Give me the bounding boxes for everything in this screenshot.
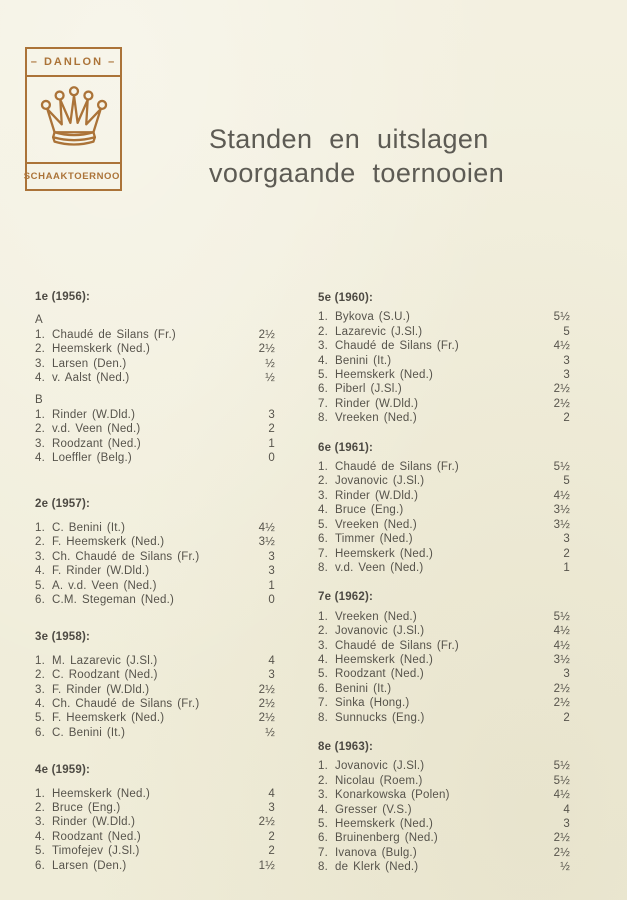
- rank-number: 3.: [35, 550, 45, 563]
- result-row: [318, 639, 570, 653]
- player-name: Rinder (W.Dld.): [52, 408, 136, 421]
- player-name: Jovanovic (J.Sl.): [335, 760, 425, 773]
- player-name: Ch. Chaudé de Silans (Fr.): [52, 697, 200, 710]
- rank-number: 5.: [318, 668, 328, 681]
- section-body: [35, 313, 275, 465]
- player-name: de Klerk (Ned.): [335, 861, 419, 874]
- player-score: 2½: [553, 697, 570, 710]
- player-name: Benini (It.): [335, 354, 392, 367]
- section-header: 6e (1961):: [318, 441, 374, 454]
- tournament-section: [318, 740, 570, 875]
- result-row: [318, 547, 570, 561]
- result-row: [35, 550, 275, 564]
- result-row: [35, 830, 275, 844]
- player-name: Heemskerk (Ned.): [52, 343, 150, 356]
- player-name: F. Heemskerk (Ned.): [52, 536, 165, 549]
- crown-icon: [38, 83, 110, 157]
- player-name: A. v.d. Veen (Ned.): [52, 579, 157, 592]
- player-score: 2½: [258, 697, 275, 710]
- rank-number: 7.: [318, 547, 328, 560]
- player-name: Rinder (W.Dld.): [335, 397, 419, 410]
- player-score: 4: [268, 787, 275, 800]
- player-score: 2: [563, 412, 570, 425]
- player-name: C. Roodzant (Ned.): [52, 669, 158, 682]
- player-name: Vreeken (Ned.): [335, 518, 417, 531]
- section-body: [35, 787, 275, 873]
- player-score: 2: [563, 547, 570, 560]
- player-score: 2½: [258, 816, 275, 829]
- result-row: [318, 774, 570, 788]
- player-score: 1: [268, 437, 275, 450]
- player-score: 5: [563, 475, 570, 488]
- player-name: Roodzant (Ned.): [52, 437, 141, 450]
- rank-number: 1.: [35, 654, 45, 667]
- player-name: Chaudé de Silans (Fr.): [335, 461, 459, 474]
- player-name: Jovanovic (J.Sl.): [335, 475, 425, 488]
- player-score: 3: [563, 533, 570, 546]
- page-title: [209, 122, 504, 190]
- player-score: 3: [563, 818, 570, 830]
- page-title-line1: Standen en uitslagen: [209, 124, 489, 154]
- player-name: Benini (It.): [335, 682, 392, 695]
- player-name: Chaudé de Silans (Fr.): [52, 328, 176, 341]
- player-score: 5½: [553, 311, 570, 324]
- player-score: 4: [563, 803, 570, 816]
- result-row: [318, 667, 570, 681]
- player-score: 5: [563, 325, 570, 338]
- player-score: 2½: [258, 328, 275, 341]
- rank-number: 3.: [318, 789, 328, 802]
- result-row: [35, 342, 275, 356]
- result-row: [318, 860, 570, 874]
- result-row: [35, 787, 275, 801]
- player-score: 2: [563, 711, 570, 724]
- player-score: ½: [265, 357, 275, 370]
- player-name: Vreeken (Ned.): [335, 610, 417, 623]
- rank-number: 5.: [35, 712, 45, 725]
- rank-number: 2.: [35, 801, 45, 814]
- result-row: [35, 668, 275, 682]
- rank-number: 8.: [318, 561, 328, 574]
- player-name: v.d. Veen (Ned.): [52, 423, 141, 436]
- tournament-section: [35, 290, 275, 465]
- player-name: Chaudé de Silans (Fr.): [335, 340, 459, 353]
- player-score: 2½: [553, 383, 570, 396]
- player-score: 5½: [553, 610, 570, 623]
- rank-number: 1.: [35, 787, 45, 800]
- result-row: [318, 397, 570, 411]
- player-name: Konarkowska (Polen): [335, 789, 450, 802]
- section-body: [318, 460, 570, 575]
- player-score: 2½: [553, 682, 570, 695]
- section-body: [35, 521, 275, 607]
- rank-number: 3.: [35, 357, 45, 370]
- player-score: 5½: [553, 461, 570, 474]
- player-score: 3: [563, 354, 570, 367]
- tournament-section: [318, 291, 570, 426]
- result-row: [318, 610, 570, 624]
- player-name: Bruce (Eng.): [335, 504, 404, 517]
- player-name: Roodzant (Ned.): [335, 668, 424, 681]
- player-name: Rinder (W.Dld.): [52, 816, 136, 829]
- rank-number: 2.: [318, 774, 328, 787]
- danlon-tournament-logo: [25, 47, 122, 191]
- rank-number: 1.: [35, 408, 45, 421]
- player-name: Ch. Chaudé de Silans (Fr.): [52, 550, 200, 563]
- result-row: [318, 310, 570, 324]
- result-row: [318, 354, 570, 368]
- player-score: 3: [268, 669, 275, 682]
- player-score: 4½: [553, 489, 570, 502]
- result-row: [35, 697, 275, 711]
- player-score: 1: [268, 579, 275, 592]
- section-header: 1e (1956):: [35, 291, 91, 303]
- rank-number: 6.: [318, 682, 328, 695]
- player-name: F. Heemskerk (Ned.): [52, 712, 165, 725]
- result-row: [318, 382, 570, 396]
- player-score: 2½: [553, 397, 570, 410]
- result-row: [318, 682, 570, 696]
- player-score: 3½: [258, 536, 275, 549]
- player-score: 1: [563, 561, 570, 574]
- player-name: Roodzant (Ned.): [52, 830, 141, 843]
- result-row: [318, 711, 570, 725]
- player-score: 2: [268, 845, 275, 858]
- player-score: 4½: [553, 625, 570, 638]
- player-name: Ivanova (Bulg.): [335, 846, 417, 859]
- player-name: Heemskerk (Ned.): [335, 653, 433, 666]
- result-row: [35, 451, 275, 465]
- rank-number: 5.: [35, 579, 45, 592]
- player-name: C.M. Stegeman (Ned.): [52, 593, 175, 606]
- player-name: F. Rinder (W.Dld.): [52, 683, 150, 696]
- player-score: 2: [268, 830, 275, 843]
- player-name: Larsen (Den.): [52, 357, 127, 370]
- section-body: [318, 610, 570, 725]
- result-row: [35, 437, 275, 451]
- player-score: 4½: [553, 789, 570, 802]
- logo-top-label: – DANLON –: [27, 49, 120, 77]
- rank-number: 2.: [35, 343, 45, 356]
- player-score: 2½: [553, 832, 570, 845]
- player-score: 2½: [258, 712, 275, 725]
- rank-number: 2.: [318, 625, 328, 638]
- player-score: ½: [560, 861, 570, 874]
- rank-number: 1.: [318, 461, 328, 474]
- result-row: [318, 503, 570, 517]
- player-name: Heemskerk (Ned.): [335, 818, 433, 830]
- player-name: Lazarevic (J.Sl.): [335, 325, 423, 338]
- player-name: Bykova (S.U.): [335, 311, 411, 324]
- tournament-section: [35, 497, 275, 607]
- player-name: Vreeken (Ned.): [335, 412, 417, 425]
- result-row: [35, 683, 275, 697]
- rank-number: 2.: [318, 475, 328, 488]
- player-score: 4½: [553, 639, 570, 652]
- player-score: 3: [268, 550, 275, 563]
- rank-number: 4.: [35, 697, 45, 710]
- tournament-section: [35, 763, 275, 873]
- player-name: v. Aalst (Ned.): [52, 372, 130, 385]
- player-name: Timmer (Ned.): [335, 533, 413, 546]
- player-name: C. Benini (It.): [52, 726, 126, 739]
- player-score: 3: [563, 668, 570, 681]
- tournament-section: [318, 590, 570, 725]
- player-score: 3: [268, 801, 275, 814]
- rank-number: 3.: [318, 340, 328, 353]
- player-score: 3: [268, 565, 275, 578]
- section-header: 2e (1957):: [35, 498, 91, 511]
- result-row: [318, 831, 570, 845]
- result-row: [318, 817, 570, 831]
- rank-number: 4.: [35, 372, 45, 385]
- section-header: 7e (1962):: [318, 591, 374, 604]
- rank-number: 7.: [318, 697, 328, 710]
- result-row: [35, 564, 275, 578]
- player-name: Jovanovic (J.Sl.): [335, 625, 425, 638]
- result-row: [318, 759, 570, 773]
- result-row: [35, 357, 275, 371]
- result-row: [35, 371, 275, 385]
- rank-number: 6.: [318, 832, 328, 845]
- player-name: Rinder (W.Dld.): [335, 489, 419, 502]
- rank-number: 5.: [35, 845, 45, 858]
- result-row: [318, 411, 570, 425]
- result-row: [35, 801, 275, 815]
- result-row: [318, 339, 570, 353]
- rank-number: 6.: [318, 533, 328, 546]
- result-row: [318, 653, 570, 667]
- rank-number: 6.: [35, 726, 45, 739]
- rank-number: 2.: [35, 536, 45, 549]
- player-score: 5½: [553, 774, 570, 787]
- player-score: 3½: [553, 518, 570, 531]
- section-header: 4e (1959):: [35, 764, 91, 777]
- result-row: [318, 624, 570, 638]
- player-name: Nicolau (Roem.): [335, 774, 423, 787]
- player-score: 2½: [553, 846, 570, 859]
- player-score: 0: [268, 593, 275, 606]
- section-header: 8e (1963):: [318, 740, 374, 753]
- rank-number: 4.: [35, 452, 45, 465]
- result-row: [318, 368, 570, 382]
- player-name: Piberl (J.Sl.): [335, 383, 402, 396]
- player-name: Sinka (Hong.): [335, 697, 410, 710]
- result-row: [318, 489, 570, 503]
- result-row: [35, 579, 275, 593]
- player-score: 0: [268, 452, 275, 465]
- player-name: Heemskerk (Ned.): [335, 547, 433, 560]
- rank-number: 1.: [318, 311, 328, 324]
- player-score: 2½: [258, 343, 275, 356]
- tournament-section: [35, 630, 275, 740]
- result-row: [318, 561, 570, 575]
- player-score: 2½: [258, 683, 275, 696]
- player-name: Larsen (Den.): [52, 859, 127, 872]
- player-score: ½: [265, 372, 275, 385]
- section-header: 3e (1958):: [35, 631, 91, 644]
- rank-number: 1.: [318, 760, 328, 773]
- rank-number: 6.: [35, 593, 45, 606]
- group-label: A: [35, 314, 43, 327]
- player-name: C. Benini (It.): [52, 521, 126, 534]
- results-column-right: [318, 291, 570, 890]
- rank-number: 8.: [318, 861, 328, 874]
- player-name: Bruinenberg (Ned.): [335, 832, 438, 845]
- result-row: [35, 535, 275, 549]
- result-row: [35, 859, 275, 873]
- rank-number: 4.: [35, 830, 45, 843]
- rank-number: 8.: [318, 412, 328, 425]
- result-row: [318, 696, 570, 710]
- result-row: [318, 788, 570, 802]
- rank-number: 2.: [35, 423, 45, 436]
- result-row: [318, 325, 570, 339]
- rank-number: 7.: [318, 846, 328, 859]
- page-title-line2: voorgaande toernooien: [209, 158, 505, 188]
- tournament-section: [318, 441, 570, 576]
- result-row: [35, 593, 275, 607]
- rank-number: 6.: [318, 383, 328, 396]
- rank-number: 3.: [318, 489, 328, 502]
- rank-number: 3.: [35, 437, 45, 450]
- result-row: [35, 726, 275, 740]
- player-score: 3: [563, 369, 570, 382]
- player-name: Heemskerk (Ned.): [335, 369, 433, 382]
- section-body: [318, 310, 570, 425]
- player-name: v.d. Veen (Ned.): [335, 561, 424, 574]
- player-score: ½: [265, 726, 275, 739]
- rank-number: 1.: [35, 328, 45, 341]
- result-row: [35, 408, 275, 422]
- player-name: F. Rinder (W.Dld.): [52, 565, 150, 578]
- rank-number: 5.: [318, 369, 328, 382]
- rank-number: 5.: [318, 518, 328, 531]
- rank-number: 4.: [35, 565, 45, 578]
- rank-number: 3.: [318, 639, 328, 652]
- player-score: 1½: [258, 859, 275, 872]
- rank-number: 7.: [318, 397, 328, 410]
- player-score: 5½: [553, 760, 570, 773]
- group-label: B: [35, 394, 43, 407]
- rank-number: 4.: [318, 653, 328, 666]
- section-body: [35, 654, 275, 740]
- rank-number: 3.: [35, 816, 45, 829]
- result-row: [318, 518, 570, 532]
- rank-number: 4.: [318, 803, 328, 816]
- result-row: [35, 844, 275, 858]
- rank-number: 1.: [318, 610, 328, 623]
- result-row: [35, 521, 275, 535]
- player-score: 2: [268, 423, 275, 436]
- rank-number: 8.: [318, 711, 328, 724]
- logo-crown-area: [27, 77, 120, 162]
- result-row: [318, 460, 570, 474]
- player-score: 3½: [553, 653, 570, 666]
- player-name: Loeffler (Belg.): [52, 452, 132, 465]
- result-row: [35, 711, 275, 725]
- player-score: 4: [268, 654, 275, 667]
- result-row: [35, 654, 275, 668]
- logo-bottom-label: SCHAAKTOERNOOI: [27, 162, 120, 189]
- player-score: 3: [268, 408, 275, 421]
- player-name: Chaudé de Silans (Fr.): [335, 639, 459, 652]
- result-row: [35, 422, 275, 436]
- rank-number: 6.: [35, 859, 45, 872]
- result-row: [318, 803, 570, 817]
- rank-number: 5.: [318, 818, 328, 830]
- result-row: [318, 474, 570, 488]
- section-header: 5e (1960):: [318, 292, 374, 304]
- player-name: Gresser (V.S.): [335, 803, 412, 816]
- result-row: [318, 532, 570, 546]
- player-score: 4½: [553, 340, 570, 353]
- rank-number: 3.: [35, 683, 45, 696]
- player-name: M. Lazarevic (J.Sl.): [52, 654, 158, 667]
- rank-number: 2.: [35, 669, 45, 682]
- result-row: [35, 328, 275, 342]
- player-name: Heemskerk (Ned.): [52, 787, 150, 800]
- rank-number: 4.: [318, 504, 328, 517]
- rank-number: 2.: [318, 325, 328, 338]
- rank-number: 1.: [35, 521, 45, 534]
- section-body: [318, 759, 570, 874]
- player-name: Timofejev (J.Sl.): [52, 845, 140, 858]
- player-name: Bruce (Eng.): [52, 801, 121, 814]
- result-row: [318, 846, 570, 860]
- player-name: Sunnucks (Eng.): [335, 711, 425, 724]
- player-score: 3½: [553, 504, 570, 517]
- rank-number: 4.: [318, 354, 328, 367]
- result-row: [35, 815, 275, 829]
- results-column-left: [35, 290, 275, 896]
- player-score: 4½: [258, 521, 275, 534]
